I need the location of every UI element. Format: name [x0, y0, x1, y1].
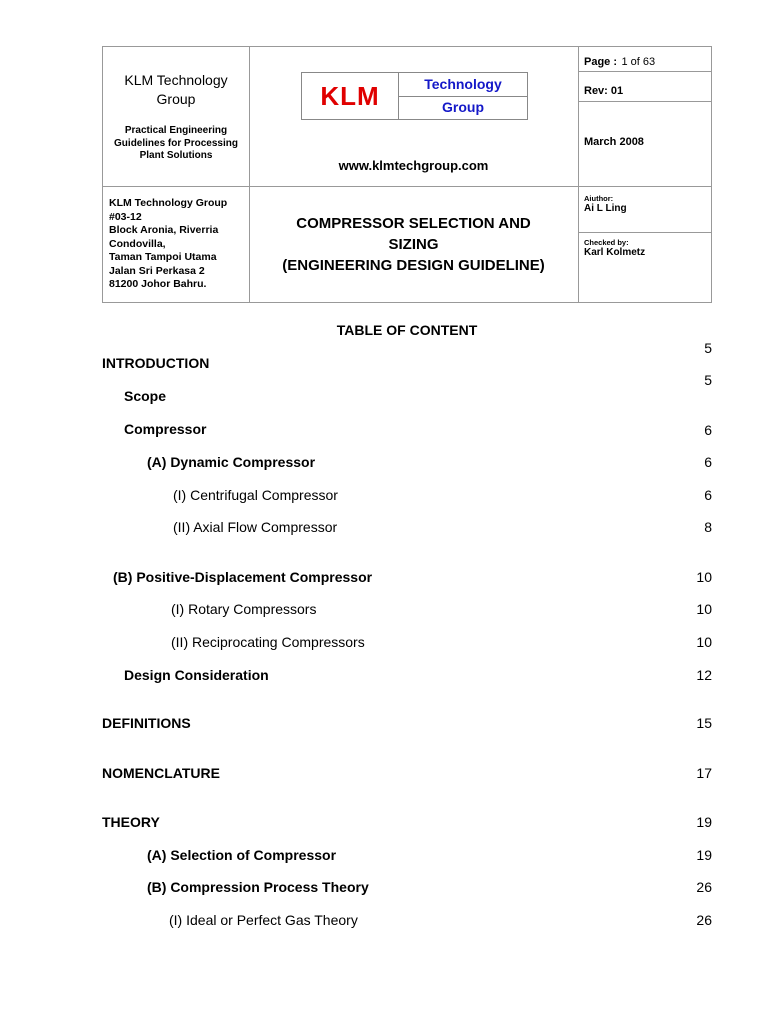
toc-entry: Compressor — [124, 421, 207, 437]
toc-page: 12 — [696, 667, 712, 683]
checked-label: Checked by: — [584, 238, 629, 247]
toc-entry: DEFINITIONS — [102, 715, 191, 731]
toc-page: 8 — [704, 519, 712, 535]
page-number — [584, 52, 655, 70]
address-line: 81200 Johor Bahru. — [109, 278, 207, 290]
divider — [103, 186, 711, 187]
toc-entry: THEORY — [102, 814, 160, 830]
page-label: Page : — [584, 56, 618, 68]
toc-entry: Design Consideration — [124, 667, 269, 683]
toc-entry: INTRODUCTION — [102, 355, 210, 371]
toc-entry: Scope — [124, 388, 167, 404]
toc-page: 10 — [696, 569, 712, 585]
toc-page: 15 — [696, 715, 712, 731]
toc-entry: NOMENCLATURE — [102, 765, 220, 781]
logo-klm-text: KLM — [302, 73, 399, 119]
author-label: Aiuthor: — [584, 194, 614, 203]
klm-logo — [301, 72, 528, 120]
website-url: www.klmtechgroup.com — [338, 158, 489, 173]
revision: Rev: 01 — [584, 85, 624, 97]
toc-page: 5 — [704, 372, 712, 388]
toc-entry: (I) Ideal or Perfect Gas Theory — [169, 912, 358, 928]
company-address — [109, 197, 227, 292]
company-tagline: Practical Engineering Guidelines for Processing Plant Solutions — [114, 125, 238, 161]
toc-page: 10 — [696, 601, 712, 617]
toc-page: 17 — [696, 765, 712, 781]
logo-group-text: Group — [442, 99, 484, 115]
title-line: COMPRESSOR SELECTION AND — [296, 215, 531, 232]
divider — [578, 71, 711, 72]
issue-date: March 2008 — [584, 136, 644, 148]
company-name: KLM Technology Group — [124, 72, 228, 107]
document-header-table — [102, 46, 712, 303]
author-block — [584, 194, 627, 214]
title-line: (ENGINEERING DESIGN GUIDELINE) — [282, 257, 545, 274]
logo-technology-text: Technology — [399, 73, 527, 97]
divider — [578, 47, 579, 302]
toc-entry: (II) Axial Flow Compressor — [173, 519, 338, 535]
checked-name: Karl Kolmetz — [584, 247, 646, 258]
toc-page: 19 — [696, 814, 712, 830]
page-value: 1 of 63 — [621, 56, 656, 68]
address-line: Taman Tampoi Utama — [109, 251, 217, 263]
toc-entry: (II) Reciprocating Compressors — [171, 634, 365, 650]
address-line: Condovilla, — [109, 237, 166, 250]
toc-heading: TABLE OF CONTENT — [336, 322, 478, 338]
toc-page: 6 — [704, 454, 712, 470]
toc-page: 6 — [704, 487, 712, 503]
author-name: Ai L Ling — [584, 203, 627, 214]
toc-page: 26 — [696, 879, 712, 895]
address-line: Jalan Sri Perkasa 2 — [109, 264, 205, 277]
toc-entry: (A) Selection of Compressor — [147, 847, 337, 863]
document-title — [249, 213, 578, 276]
address-line: KLM Technology Group — [109, 197, 228, 209]
checked-block — [584, 238, 645, 258]
address-line: Block Aronia, Riverria — [109, 224, 219, 236]
toc-page: 26 — [696, 912, 712, 928]
divider — [578, 101, 711, 102]
toc-entry: (B) Compression Process Theory — [147, 879, 369, 895]
toc-page: 19 — [696, 847, 712, 863]
toc-page: 5 — [704, 340, 712, 356]
divider — [578, 232, 711, 233]
toc-entry: (A) Dynamic Compressor — [147, 454, 316, 470]
toc-page: 6 — [704, 422, 712, 438]
toc-page: 10 — [696, 634, 712, 650]
title-line: SIZING — [388, 236, 439, 253]
toc-entry: (I) Rotary Compressors — [171, 601, 317, 617]
toc-entry: (B) Positive-Displacement Compressor — [113, 569, 373, 585]
toc-entry: (I) Centrifugal Compressor — [173, 487, 338, 503]
address-line: #03-12 — [109, 210, 142, 223]
